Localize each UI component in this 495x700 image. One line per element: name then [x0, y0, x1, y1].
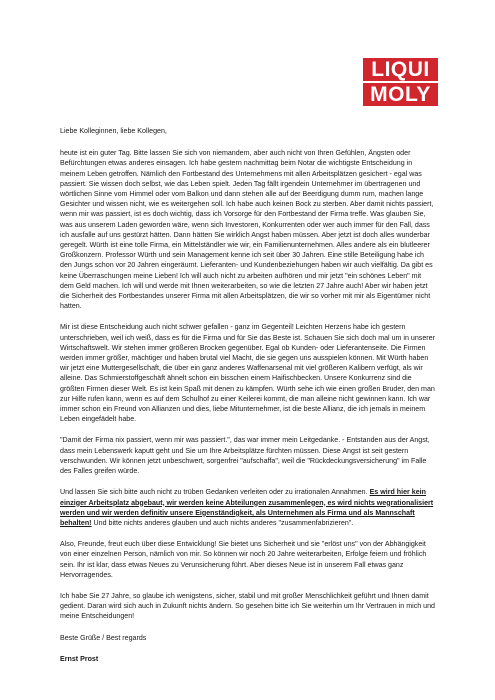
logo-line-2: MOLY	[363, 83, 438, 106]
paragraph-2: Mir ist diese Entscheidung auch nicht schwer gefallen - ganz im Gegenteil! Leichten Herzens habe ich gestern unterschrieben, weil ich weiß, dass es für die Firma und für Sie das Beste ist. Schauen Sie sich doch mal um in unserer Wirtschaftswelt. Wir stehen immer größeren Brocken gegenüber. Egal ob Kunden- oder Lieferantenseite. Die Firmen werden immer größer, mächtiger und haben brutal viel Macht, die sie gegen uns ausspielen können. Mit Würth haben wir jetzt eine Muttergesellschaft, die über ein ganz anderes Waffenarsenal mit viel größeren Kalibern verfügt, als wir alleine. Das Schmierstoffgeschäft ähnelt schon ein bisschen einem Haifischbecken. Unsere Konkurrenz sind die größten Firmen dieser Welt. Es ist kein Spaß mit denen zu kämpfen. Würth sehe ich wie einen großen Bruder, den man zur Hilfe rufen kann, wenn es auf dem Schulhof zu einer Keilerei kommt, die man alleine nicht gewinnen kann. Ich war immer schon ein Freund von Allianzen und dies, liebe Mitunternehmer, ist die beste Allianz, die ich jemals in meinem Leben eingefädelt habe.	[60, 323, 435, 424]
signature-name: Ernst Prost	[60, 654, 99, 663]
letter-body	[60, 126, 435, 664]
paragraph-4	[60, 487, 435, 528]
logo-line-1: LIQUI	[363, 58, 438, 81]
paragraph-1: heute ist ein guter Tag. Bitte lassen Sie sich von niemandem, aber auch nicht von Ihren Gefühlen, Ängsten oder Befürchtungen etwas anderes einsagen. Ich habe gestern nachmittag beim Notar die wichtigste Entscheidung in meinem Leben getroffen. Nämlich den Fortbestand des Unternehmens mit allen Arbeitsplätzen gesichert - egal was passiert. Sie wissen doch selbst, wie das Leben spielt. Jeden Tag fällt irgendein Unternehmer im übertragenen und wörtlichen Sinne vom Himmel oder vom Balkon und dann stehen alle auf der Beerdigung dumm rum, machen lange Gesichter und wissen nicht, wie es weitergehen soll. Ich habe auch keinen Bock zu sterben. Aber damit nichts passiert, wenn mir was passiert, ist es doch wichtig, dass ich Vorsorge für den Fortbestand der Firma treffe. Was glauben Sie, was aus unserem Laden geworden wäre, wenn sich Investoren, Konkurrenten oder wer auch immer für den Fall, dass ich ausfalle auf uns gestürzt hätten. Dann hätten Sie wirklich Angst haben müssen. Aber jetzt ist doch alles wunderbar geregelt. Würth ist eine tolle Firma, ein Mittelständler wie wir, ein Familienunternehmen. Alles andere als ein blutleerer Großkonzern. Professor Würth und sein Management kenne ich seit über 30 Jahren. Eine stille Beteiligung habe ich den Jungs schon vor 20 Jahren eingeräumt. Lieferanten- und Kundenbeziehungen haben wir auch vielfältig. Da gibt es keine Überraschungen meine Lieben! Ich will auch nicht zu arbeiten aufhören und mir jetzt "ein schönes Leben" mit dem Geld machen. Ich will und werde mit Ihnen weiterarbeiten, so wie die letzten 27 Jahre auch! Aber wir haben jetzt die Sicherheit des Fortbestandes unserer Firma mit allen Arbeitsplätzen, die wir so vorher mit mir als Eigentümer nicht hatten.	[60, 149, 434, 311]
liqui-moly-logo	[363, 58, 438, 106]
paragraph-5: Also, Freunde, freut euch über diese Entwicklung! Sie bietet uns Sicherheit und sie "erlöst uns" von der Abhängigkeit von einer einzelnen Person, nämlich von mir. So können wir noch 20 Jahre weiterarbeiten, Erfolge feiern und fröhlich sein. Ihr ist klar, dass etwas Neues zu Verunsicherung führt. Aber dieses Neue ist in unserem Fall etwas ganz Hervorragendes.	[60, 540, 427, 579]
paragraph-3: "Damit der Firma nix passiert, wenn mir was passiert.", das war immer mein Leitgedanke. - Entstanden aus der Angst, dass mein Lebenswerk kaputt geht und Sie um Ihre Arbeitsplätze fürchten müssen. Diese Angst ist seit gestern verschwunden. Wir können jetzt unbeschwert, sorgenfrei "aufschaffa", weil die "Rückdeckungsversicherung" im Falle des Falles greifen würde.	[60, 436, 430, 476]
closing: Beste Grüße / Best regards	[60, 633, 147, 642]
paragraph-4-emphasis: Es wird hier kein einziger Arbeitsplatz abgebaut, wir werden keine Abteilungen zusammenlegen, es wird nichts wegrationalisiert werden und wir werden definitiv unsere Eigenständigkeit, als Unternehmen als Firma und als Mannschaft behalten!	[60, 488, 434, 527]
paragraph-4-start: Und lassen Sie sich bitte auch nicht zu trüben Gedanken verleiten oder zu irrationalen Annahmen.	[60, 488, 368, 497]
paragraph-6: Ich habe Sie 27 Jahre, so glaube ich wenigstens, sicher, stabil und mit großer Menschlichkeit geführt und Ihnen damit gedient. Daran wird sich auch in Zukunft nichts ändern. So gesehen bitte ich Sie weiterhin um Ihr Vertrauen in mich und meine Entscheidungen!	[60, 591, 435, 621]
paragraph-4-end: Und bitte nichts anderes glauben und auch nichts anderes "zusammenfabrizieren".	[93, 518, 354, 527]
salutation: Liebe Kolleginnen, liebe Kollegen,	[60, 127, 167, 135]
